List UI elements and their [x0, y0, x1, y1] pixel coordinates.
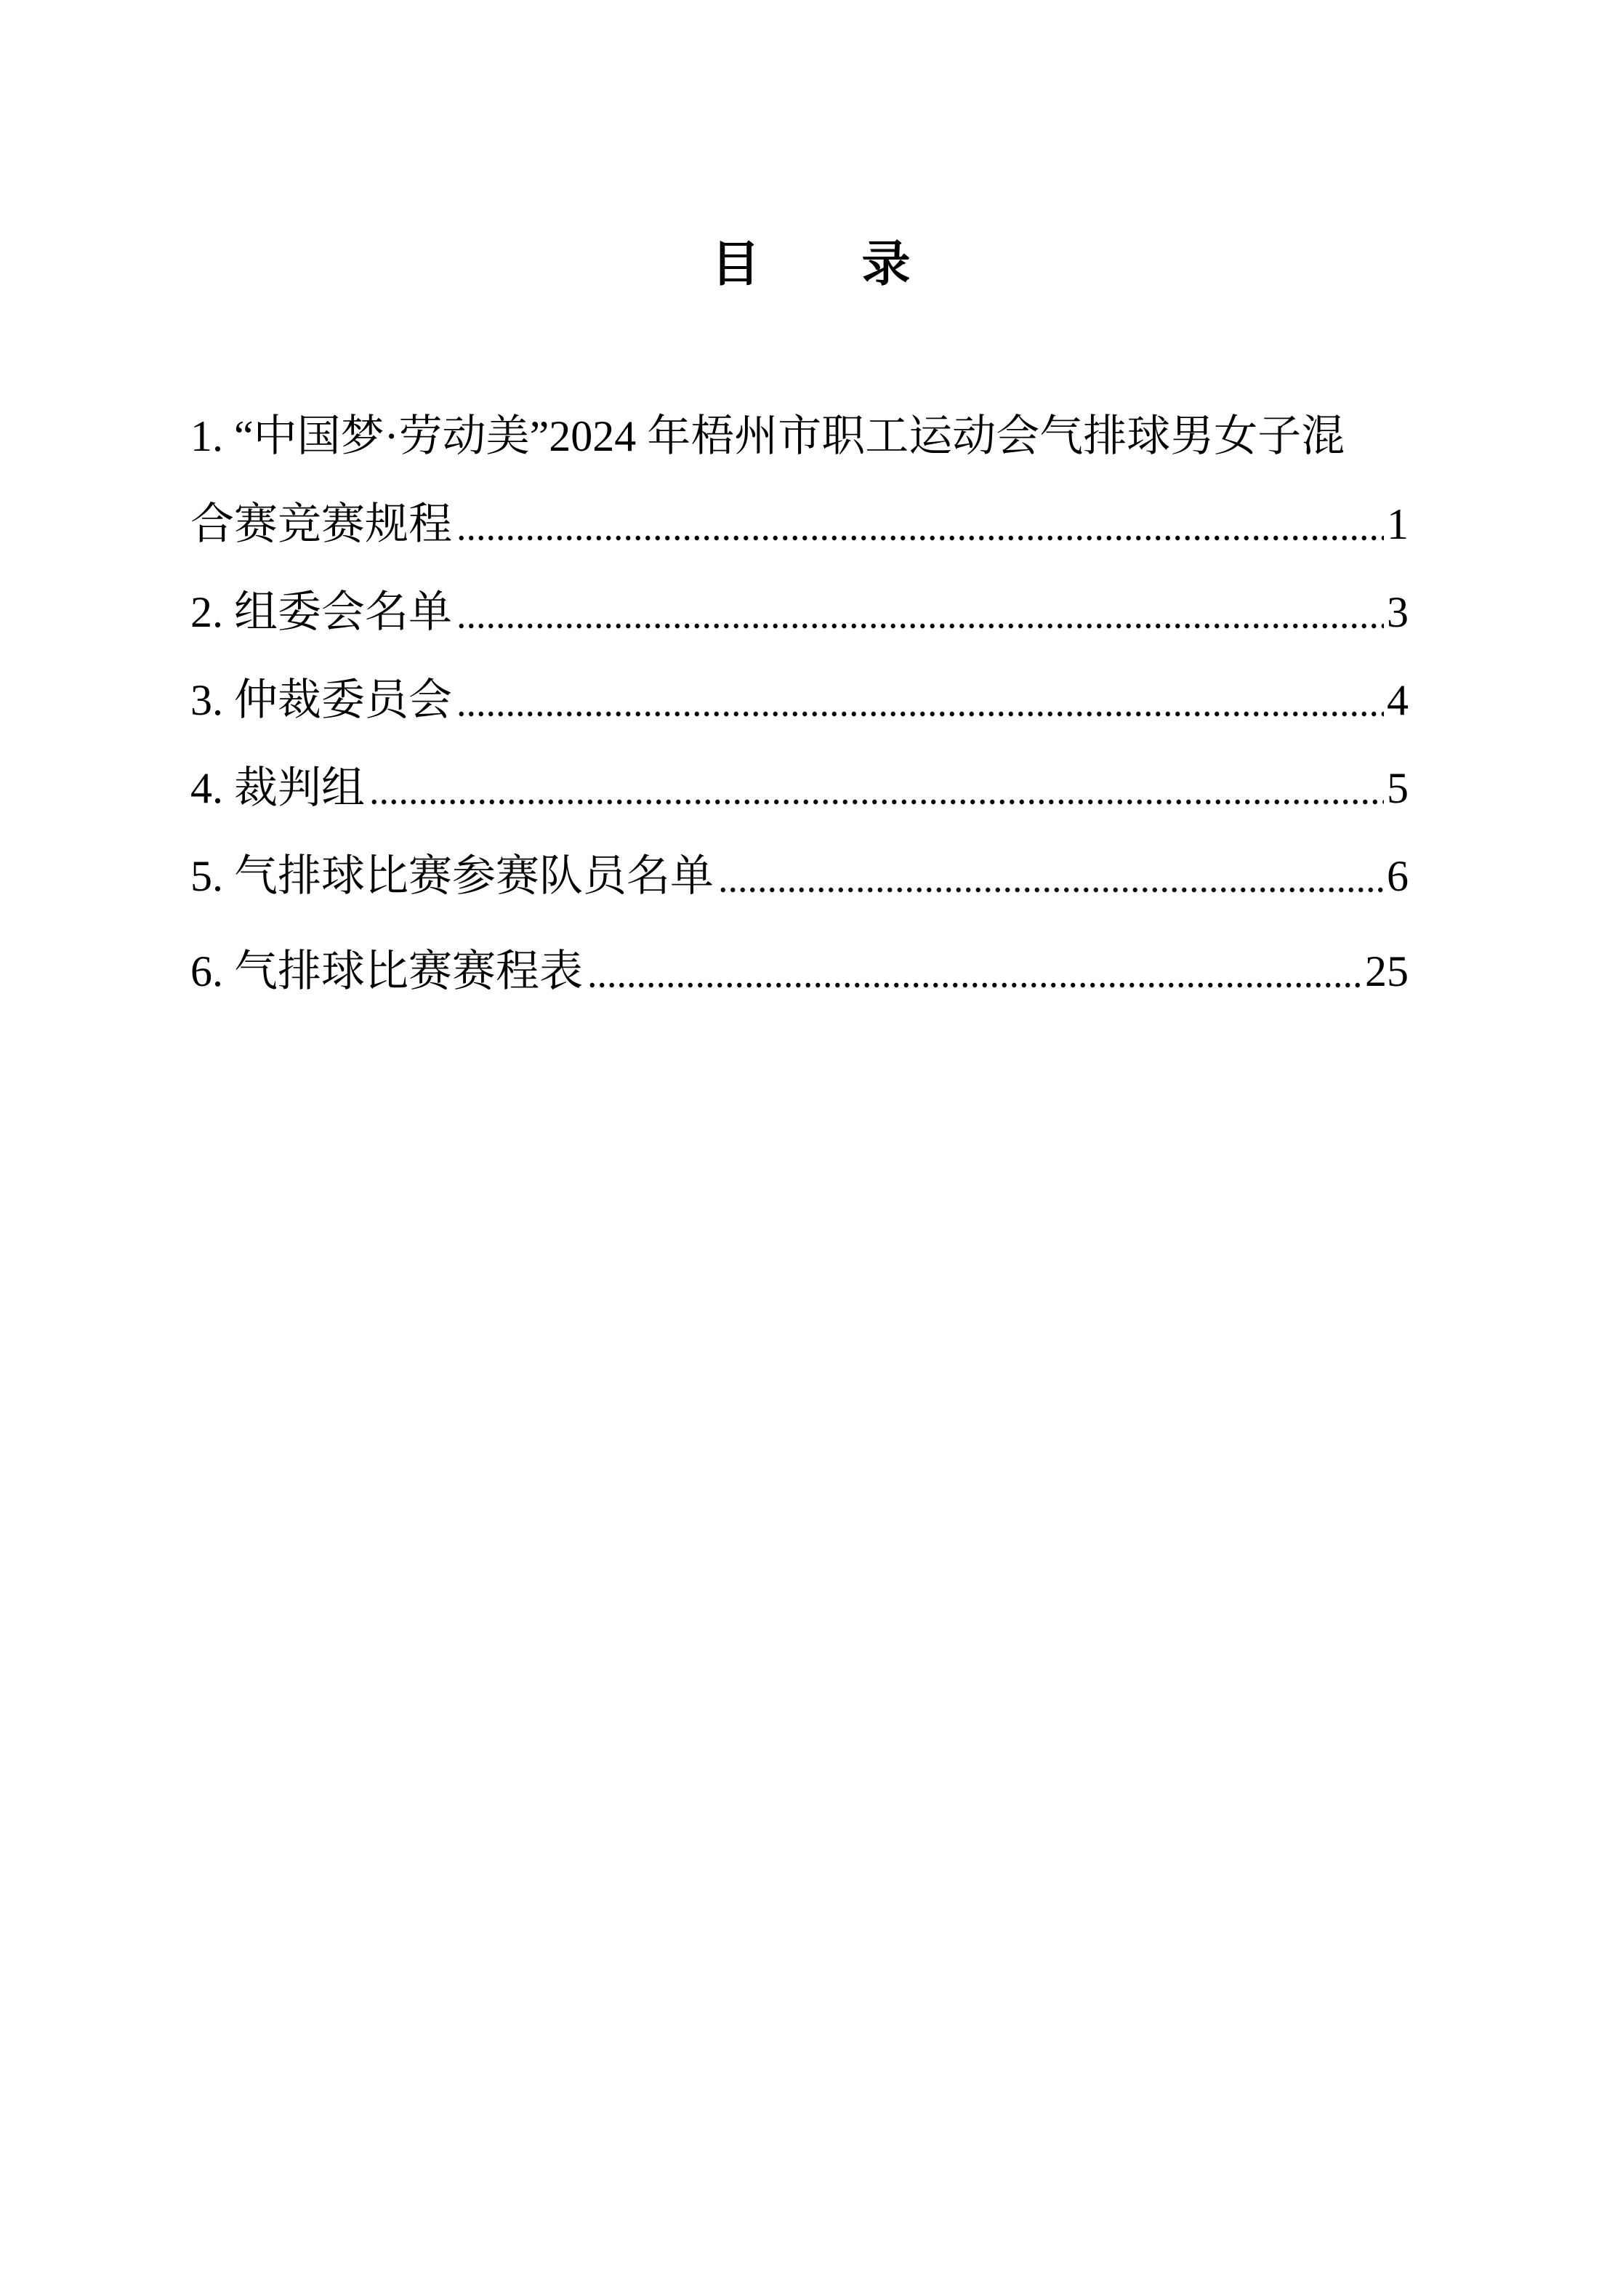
dot-leader: [456, 657, 1384, 744]
toc-row-entry2: [190, 569, 1409, 657]
toc-entry-text: 4. 裁判组: [190, 764, 365, 812]
toc-page-number: 25: [1365, 947, 1409, 995]
toc-row-entry1-line2: [190, 481, 1409, 569]
toc-list: [190, 393, 1409, 1016]
toc-page-number: 5: [1387, 764, 1409, 812]
toc-row-entry3: [190, 657, 1409, 744]
dot-leader: [456, 569, 1384, 657]
dot-leader: [456, 481, 1384, 569]
toc-entry-text: 2. 组委会名单: [190, 588, 452, 636]
toc-page-number: 4: [1387, 676, 1409, 724]
toc-entry-text: 1. “中国梦·劳动美”2024 年梧州市职工运动会气排球男女子混: [190, 412, 1345, 460]
toc-entry-text: 3. 仲裁委员会: [190, 676, 452, 724]
dot-leader: [718, 832, 1384, 920]
toc-entry-text: 合赛竞赛规程: [190, 500, 452, 548]
toc-row-entry4: [190, 744, 1409, 832]
toc-entry-text: 5. 气排球比赛参赛队员名单: [190, 852, 714, 900]
dot-leader: [587, 928, 1362, 1016]
toc-page-number: 3: [1387, 588, 1409, 636]
toc-row-entry6: [190, 928, 1409, 1016]
toc-entry-text: 6. 气排球比赛赛程表: [190, 947, 583, 995]
dot-leader: [369, 744, 1384, 832]
toc-row-entry1-line1: [190, 393, 1409, 481]
page-title: 目 录: [711, 238, 912, 292]
toc-page-number: 1: [1387, 500, 1409, 548]
toc-page-number: 6: [1387, 852, 1409, 900]
toc-row-entry5: [190, 832, 1409, 920]
